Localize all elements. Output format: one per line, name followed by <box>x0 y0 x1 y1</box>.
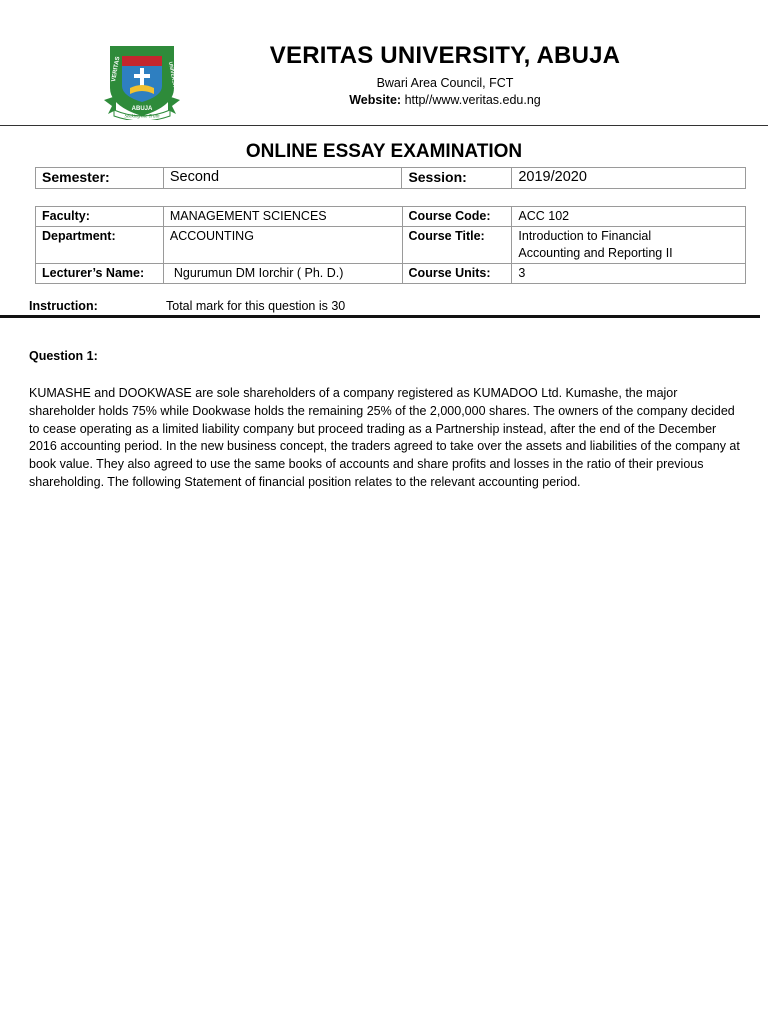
course-title-label: Course Title: <box>402 227 512 264</box>
university-address: Bwari Area Council, FCT <box>376 76 514 90</box>
website-url: http//www.veritas.edu.ng <box>404 93 541 107</box>
university-website <box>230 93 660 107</box>
table-row <box>36 207 746 227</box>
faculty-label: Faculty: <box>36 207 164 227</box>
instruction-divider <box>0 315 760 318</box>
instruction-label: Instruction: <box>29 299 98 313</box>
department-value: ACCOUNTING <box>163 227 402 264</box>
crest-motto: Seeking the Truth <box>124 114 160 120</box>
session-label: Session: <box>402 168 512 189</box>
website-label: Website: <box>349 93 402 107</box>
instruction-text: Total mark for this question is 30 <box>166 299 346 313</box>
lecturer-label: Lecturer’s Name: <box>36 264 164 284</box>
header-divider <box>0 125 768 126</box>
lecturer-name: Ngurumun DM Iorchir ( Ph. D.) <box>173 266 344 280</box>
lecturer-value <box>163 264 402 284</box>
semester-value: Second <box>163 168 402 189</box>
crest-arc-right: UNIVERSITY <box>167 61 179 92</box>
exam-title: ONLINE ESSAY EXAMINATION <box>245 141 523 162</box>
question-body: KUMASHE and DOOKWASE are sole shareholders of a company registered as KUMADOO Ltd. Kumashe, the major shareholder holds 75% while Dookwase holds the remaining 25% of the 2,000,000 shares. The owners of the company decided to cease operating as a limited liability company but proceed trading as a Partnership instead, after the end of the December 2016 accounting period. In the new business concept, the traders agreed to take over the assets and liabilities of the company at book value. They also agreed to use the same books of accounts and share profits and losses in the ratio of their previous shareholding. The following Statement of financial position relates to the relevant accounting period. <box>29 386 740 489</box>
semester-label: Semester: <box>36 168 164 189</box>
question-label: Question 1: <box>29 349 98 363</box>
crest-arc-left: VERITAS <box>111 56 122 83</box>
course-info-table <box>35 206 746 284</box>
course-units-label: Course Units: <box>402 264 512 284</box>
course-title-line-1: Introduction to Financial <box>518 229 652 243</box>
course-code-value: ACC 102 <box>512 207 746 227</box>
crest-bottom-text: ABUJA <box>131 106 153 112</box>
table-row <box>36 264 746 284</box>
table-row <box>36 168 746 189</box>
course-units-value: 3 <box>512 264 746 284</box>
university-name: VERITAS UNIVERSITY, ABUJA <box>269 42 621 69</box>
table-row <box>36 227 746 264</box>
department-label: Department: <box>36 227 164 264</box>
course-code-label: Course Code: <box>402 207 512 227</box>
university-crest-icon <box>102 44 182 120</box>
course-title-value <box>512 227 746 264</box>
course-title-line-2: Accounting and Reporting II <box>518 246 673 260</box>
semester-session-table <box>35 167 746 189</box>
session-value: 2019/2020 <box>512 168 746 189</box>
faculty-value: MANAGEMENT SCIENCES <box>163 207 402 227</box>
